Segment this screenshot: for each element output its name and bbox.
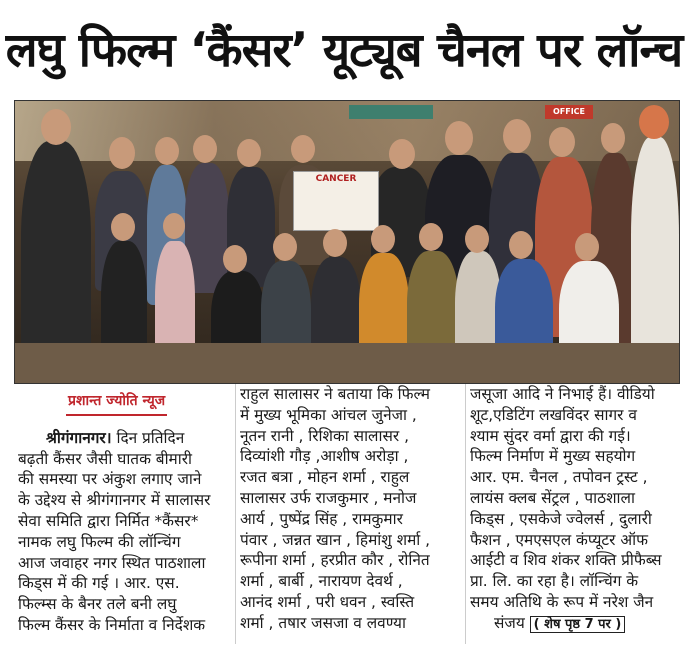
article-line: की समस्या पर अंकुश लगाए जाने	[18, 470, 202, 489]
article-line	[18, 428, 230, 449]
article-line: आर. एम. चैनल , तपोवन ट्रस्ट ,	[470, 468, 648, 487]
article-line: आनंद शर्मा , परी धवन , स्वस्ति	[240, 592, 415, 611]
article-line: शूट,एडिटिंग लखविंदर सागर व	[470, 405, 637, 424]
article-line: किड्स में की गई । आर. एस.	[18, 574, 180, 593]
article-line: दिव्यांशी गौड़ ,आशीष अरोड़ा ,	[240, 447, 409, 466]
article-line	[470, 613, 680, 636]
article-column-2	[240, 384, 462, 634]
person-head	[41, 109, 71, 145]
article-line: फिल्म कैंसर के निर्माता व निर्देशक	[18, 615, 206, 634]
article-line: किड्स , एसकेजे ज्वेलर्स , दुलारी	[470, 509, 652, 528]
person-head	[109, 137, 135, 169]
person-head	[273, 233, 297, 261]
article-line: रूपीना शर्मा , हरप्रीत कौर , रोनित	[240, 551, 430, 570]
article-text: दिन प्रतिदिन	[116, 428, 185, 447]
byline: प्रशान्त ज्योति न्यूज	[66, 391, 167, 416]
film-poster	[293, 171, 379, 231]
article-line: फिल्म निर्माण में मुख्य सहयोग	[470, 447, 636, 466]
poster-title: CANCER	[315, 174, 357, 184]
person-head	[601, 123, 625, 153]
article-line: सालासर उर्फ राजकुमार , मनोज	[240, 488, 417, 507]
article-column-1	[18, 390, 230, 636]
article-line: समय अतिथि के रूप में नरेश जैन	[470, 592, 654, 611]
article-line: शर्मा , तषार जसजा व लवण्या	[240, 613, 406, 632]
person-head	[111, 213, 135, 241]
article-line: बढ़ती कैंसर जैसी घातक बीमारी	[18, 449, 193, 468]
office-sign: OFFICE	[545, 105, 593, 119]
person-head	[639, 105, 669, 139]
person-head	[549, 127, 575, 157]
column-divider	[465, 384, 466, 644]
dateline: श्रीगंगानगर।	[46, 428, 112, 447]
article-line: फैशन , एमएसएल कंप्यूटर ऑफ	[470, 530, 648, 549]
article-line: के उद्देश्य से श्रीगंगानगर में सालासर	[18, 491, 211, 510]
person-head	[323, 229, 347, 257]
article-text: संजय	[494, 613, 525, 632]
news-photo	[14, 100, 680, 384]
person-head	[223, 245, 247, 273]
article-line: रजत बत्रा , मोहन शर्मा , राहुल	[240, 468, 410, 487]
continued-notice: ( शेष पृष्ठ 7 पर )	[530, 616, 626, 633]
person-head	[503, 119, 531, 153]
article-line: जसूजा आदि ने निभाई हैं। वीडियो	[470, 385, 655, 403]
article-line: आज जवाहर नगर स्थित पाठशाला	[18, 553, 206, 572]
person-head	[237, 139, 261, 167]
article-line: नूतन रानी , रिशिका सालासर ,	[240, 426, 409, 445]
article-line: आईटी व शिव शंकर शक्ति प्रीफैब्स	[470, 551, 662, 570]
article-line: सेवा समिति द्वारा निर्मित *कैंसर*	[18, 511, 199, 530]
headline: लघु फिल्म ‘कैंसर’ यूट्यूब चैनल पर लॉन्च	[5, 23, 683, 78]
shop-sign	[349, 105, 433, 119]
article-line: पंवार , जन्नत खान , हिमांशु शर्मा ,	[240, 530, 431, 549]
person-head	[193, 135, 217, 163]
person-head	[163, 213, 185, 239]
article-line: में मुख्य भूमिका आंचल जुनेजा ,	[240, 405, 417, 424]
person-head	[509, 231, 533, 259]
person-head	[445, 121, 473, 155]
person-head	[291, 135, 315, 163]
photo-floor	[15, 343, 679, 383]
article-line: नामक लघु फिल्म की लॉन्चिंग	[18, 532, 181, 551]
person-head	[155, 137, 179, 165]
person-head	[465, 225, 489, 253]
person-head	[419, 223, 443, 251]
person-head	[371, 225, 395, 253]
article-line: श्याम सुंदर वर्मा द्वारा की गई।	[470, 426, 631, 445]
article-column-3	[470, 384, 680, 636]
person-head	[389, 139, 415, 169]
article-line: फिल्म्स के बैनर तले बनी लघु	[18, 595, 177, 614]
column-divider	[235, 384, 236, 644]
article-line: लायंस क्लब सेंट्रल , पाठशाला	[470, 488, 635, 507]
article-line: आर्य , पुष्पेंद्र सिंह , रामकुमार	[240, 509, 403, 528]
article-line: प्रा. लि. का रहा है। लॉन्चिंग के	[470, 572, 639, 591]
person-head	[575, 233, 599, 261]
article-line: शर्मा , बार्बी , नारायण देवर्थ ,	[240, 572, 403, 591]
article-line: राहुल सालासर ने बताया कि फिल्म	[240, 385, 430, 403]
